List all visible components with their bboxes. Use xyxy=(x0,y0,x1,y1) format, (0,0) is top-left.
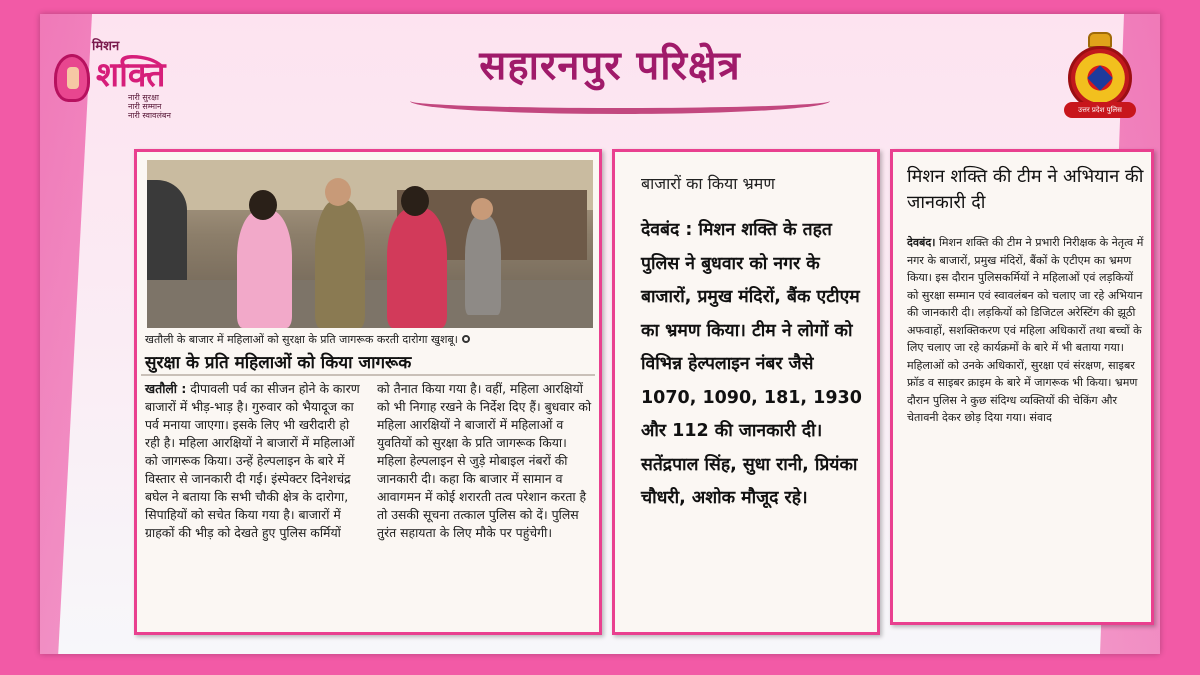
fist-icon xyxy=(54,54,90,102)
logo-tagline-3: नारी स्वावलंबन xyxy=(128,111,171,120)
news-clip-khatauli xyxy=(134,149,602,635)
clip2-dateline: देवबंद : xyxy=(641,220,693,240)
clip3-byline: संवाद xyxy=(1029,411,1052,424)
title-swoosh-decoration xyxy=(410,88,830,114)
clip3-dateline: देवबंद। xyxy=(907,236,936,249)
logo-tagline-2: नारी सम्मान xyxy=(128,102,162,111)
clip3-headline: मिशन शक्ति की टीम ने अभियान की जानकारी दी xyxy=(907,166,1144,213)
news-clip-deoband-2 xyxy=(890,149,1154,625)
clip2-body-text: मिशन शक्ति के तहत पुलिस ने बुधवार को नगर के बाजारों, प्रमुख मंदिरों, बैंक एटीएम का भ्रमण किया। टीम ने लोगों को विभिन्न हेल्पलाइन नंबर जैसे 1070, 1090, 181, 1930 और 112 की जानकारी दी। सतेंद्रपाल सिंह, सुधा रानी, प्रियंका चौधरी, अशोक मौजूद रहे। xyxy=(641,220,862,508)
divider xyxy=(141,374,595,376)
clip1-dateline: खतौली : xyxy=(145,381,187,396)
up-police-emblem xyxy=(1060,32,1140,122)
emblem-ribbon: उत्तर प्रदेश पुलिस xyxy=(1064,102,1136,118)
clip2-headline: बाजारों का किया भ्रमण xyxy=(641,174,775,193)
logo-main-text: शक्ति xyxy=(96,55,166,95)
news-photo xyxy=(147,160,593,328)
logo-tagline-1: नारी सुरक्षा xyxy=(128,93,159,102)
clip3-body-text: मिशन शक्ति की टीम ने प्रभारी निरीक्षक के नेतृत्व में नगर के बाजारों, प्रमुख मंदिरों, बैंकों के एटीएम का भ्रमण किया। इस दौरान पुलिसकर्मियों ने महिलाओं एवं लड़कियों को सुरक्षा सम्मान एवं स्वावलंबन को चलाए जा रहे अभियान की जानकारी दी। लड़कियों को डिजिटल अरेस्टिंग की झूठी अफवाहों, सशक्तिकरण एवं महिला अधिकारों तथा बच्चों के लिए चलाए जा रहे कार्यक्रमों के बारे में भी बताया गया। महिलाओं को उनके अधिकारों, सुरक्षा एवं संरक्षण, साइबर फ्रॉड व साइबर क्राइम के बारे में जागरूक भी किया। भ्रमण दौरान पुलिस ने कुछ संदिग्ध व्यक्तियों की चेकिंग और चेतावनी देकर छोड़ दिया गया। xyxy=(907,236,1144,424)
news-clip-deoband-1 xyxy=(612,149,880,635)
camera-icon xyxy=(462,335,470,343)
clip1-column-1 xyxy=(145,380,363,542)
clip1-column-1-text: दीपावली पर्व का सीजन होने के कारण बाजारों में भीड़-भाड़ है। गुरुवार को भैयादूज का पर्व मनाया जाएगा। इसके लिए भी खरीदारी हो रही है। महिला आरक्षियों ने बाजारों में महिलाओं को जागरूक किया। उन्हें हेल्पलाइन के बारे में विस्तार से जानकारी दी गई। इंस्पेक्टर दिनेशचंद्र बघेल ने बताया कि सभी चौकी क्षेत्र के दारोगा, सिपाहियों को सचेत किया गया है। बाजारों में ग्राहकों की भीड़ को देखते हुए पुलिस कर्मियों xyxy=(145,381,360,540)
page-title: सहारनपुर परिक्षेत्र xyxy=(479,42,741,89)
clip3-body xyxy=(907,234,1147,427)
photo-caption: खतौली के बाजार में महिलाओं को सुरक्षा के प्रति जागरूक करती दारोगा खुशबू। xyxy=(145,332,595,347)
clip2-body xyxy=(641,214,873,516)
clip1-headline: सुरक्षा के प्रति महिलाओं को किया जागरूक xyxy=(145,353,412,373)
mission-shakti-logo xyxy=(52,36,212,120)
logo-top-text: मिशन xyxy=(92,39,120,54)
news-board xyxy=(40,14,1160,654)
clip1-column-2: को तैनात किया गया है। वहीं, महिला आरक्षियों को भी निगाह रखने के निर्देश दिए हैं। बुधवार को महिला आरक्षियों ने बाजारों में महिलाओं व युवतियों को सुरक्षा के प्रति जागरूक किया। महिला हेल्पलाइन से जुड़े मोबाइल नंबरों की जानकारी दी। कहा कि बाजार में सामान व आवागमन में कोई शरारती तत्व परेशान करता है तो उसकी सूचना तत्काल पुलिस को दें। पुलिस तुरंत सहायता के लिए मौके पर पहुंचेगी। xyxy=(377,381,592,540)
